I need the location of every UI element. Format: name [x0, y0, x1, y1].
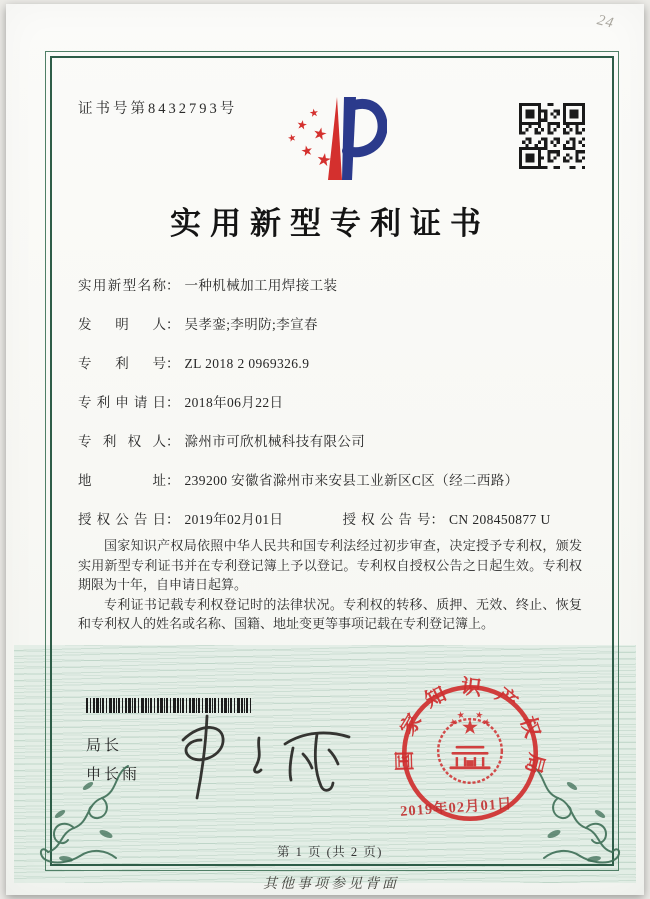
field-colon: ：	[166, 434, 180, 449]
field-label: 专利申请日	[78, 395, 166, 410]
field-label: 专利号	[78, 356, 166, 371]
field-colon: ：	[166, 317, 180, 332]
field-value: 2018年06月22日	[184, 395, 284, 410]
grant-number: CN 208450877 U	[449, 512, 551, 527]
pencil-corner-mark: 24	[595, 12, 616, 32]
page-indicator: 第 1 页 (共 2 页)	[277, 845, 383, 859]
field-value: 一种机械加工用焊接工装	[184, 278, 338, 293]
legal-paragraph-2: 专利证书记载专利权登记时的法律状况。专利权的转移、质押、无效、终止、恢复和专利权人的姓名或名称、国籍、地址变更等事项记载在专利登记簿上。	[78, 596, 582, 631]
field-colon: ：	[166, 278, 180, 293]
cnipa-logo-icon	[283, 94, 387, 188]
field-value: 239200 安徽省滁州市来安县工业新区C区（经二西路）	[184, 473, 519, 488]
field-colon: ：	[166, 473, 180, 488]
field-label: 授权公告号	[342, 512, 431, 527]
field-row	[78, 469, 519, 489]
field-label: 专利权人	[78, 434, 166, 449]
field-label: 授权公告日	[78, 512, 166, 527]
field-row	[78, 391, 283, 411]
field-colon: ：	[166, 395, 180, 410]
legal-paragraph-1: 国家知识产权局依照中华人民共和国专利法经过初步审查，决定授予专利权，颁发实用新型专利证书并在专利登记簿上予以登记。专利权自授权公告之日起生效。专利权期限为十年，自申请日起算。	[78, 538, 582, 592]
field-label: 实用新型名称	[78, 278, 166, 293]
field-value: 滁州市可欣机械科技有限公司	[184, 434, 366, 449]
field-row	[78, 274, 337, 294]
certificate-title: 实用新型专利证书	[170, 206, 490, 241]
corner-flourish-icon	[36, 764, 131, 864]
seal-org-text: 国家知识产权局	[394, 676, 547, 789]
field-label: 地址	[78, 473, 166, 488]
field-row	[78, 352, 309, 372]
legal-text	[78, 536, 582, 634]
field-colon: ：	[166, 356, 180, 371]
qr-code	[519, 103, 585, 174]
grant-date: 2019年02月01日	[184, 512, 284, 527]
field-colon: ：	[166, 512, 180, 527]
field-colon: ：	[430, 512, 444, 527]
field-row	[78, 430, 365, 450]
back-note: 其他事项参见背面	[263, 877, 399, 892]
director-signature	[161, 710, 376, 805]
certificate-number: 证书号第8432793号	[78, 101, 238, 117]
field-value: 吴孝銮;李明防;李宣春	[184, 317, 318, 332]
seal-date: 2019年02月01日	[399, 796, 514, 820]
field-value: ZL 2018 2 0969326.9	[184, 356, 310, 371]
field-row	[78, 313, 318, 333]
svg-text:国家知识产权局	[393, 676, 547, 789]
national-emblem-icon	[449, 711, 491, 769]
issuer-title: 局长	[86, 738, 123, 754]
issuer-name: 申长雨	[86, 767, 141, 783]
field-label: 发明人	[78, 317, 166, 332]
grant-row	[78, 508, 551, 528]
certificate-page	[6, 4, 644, 895]
